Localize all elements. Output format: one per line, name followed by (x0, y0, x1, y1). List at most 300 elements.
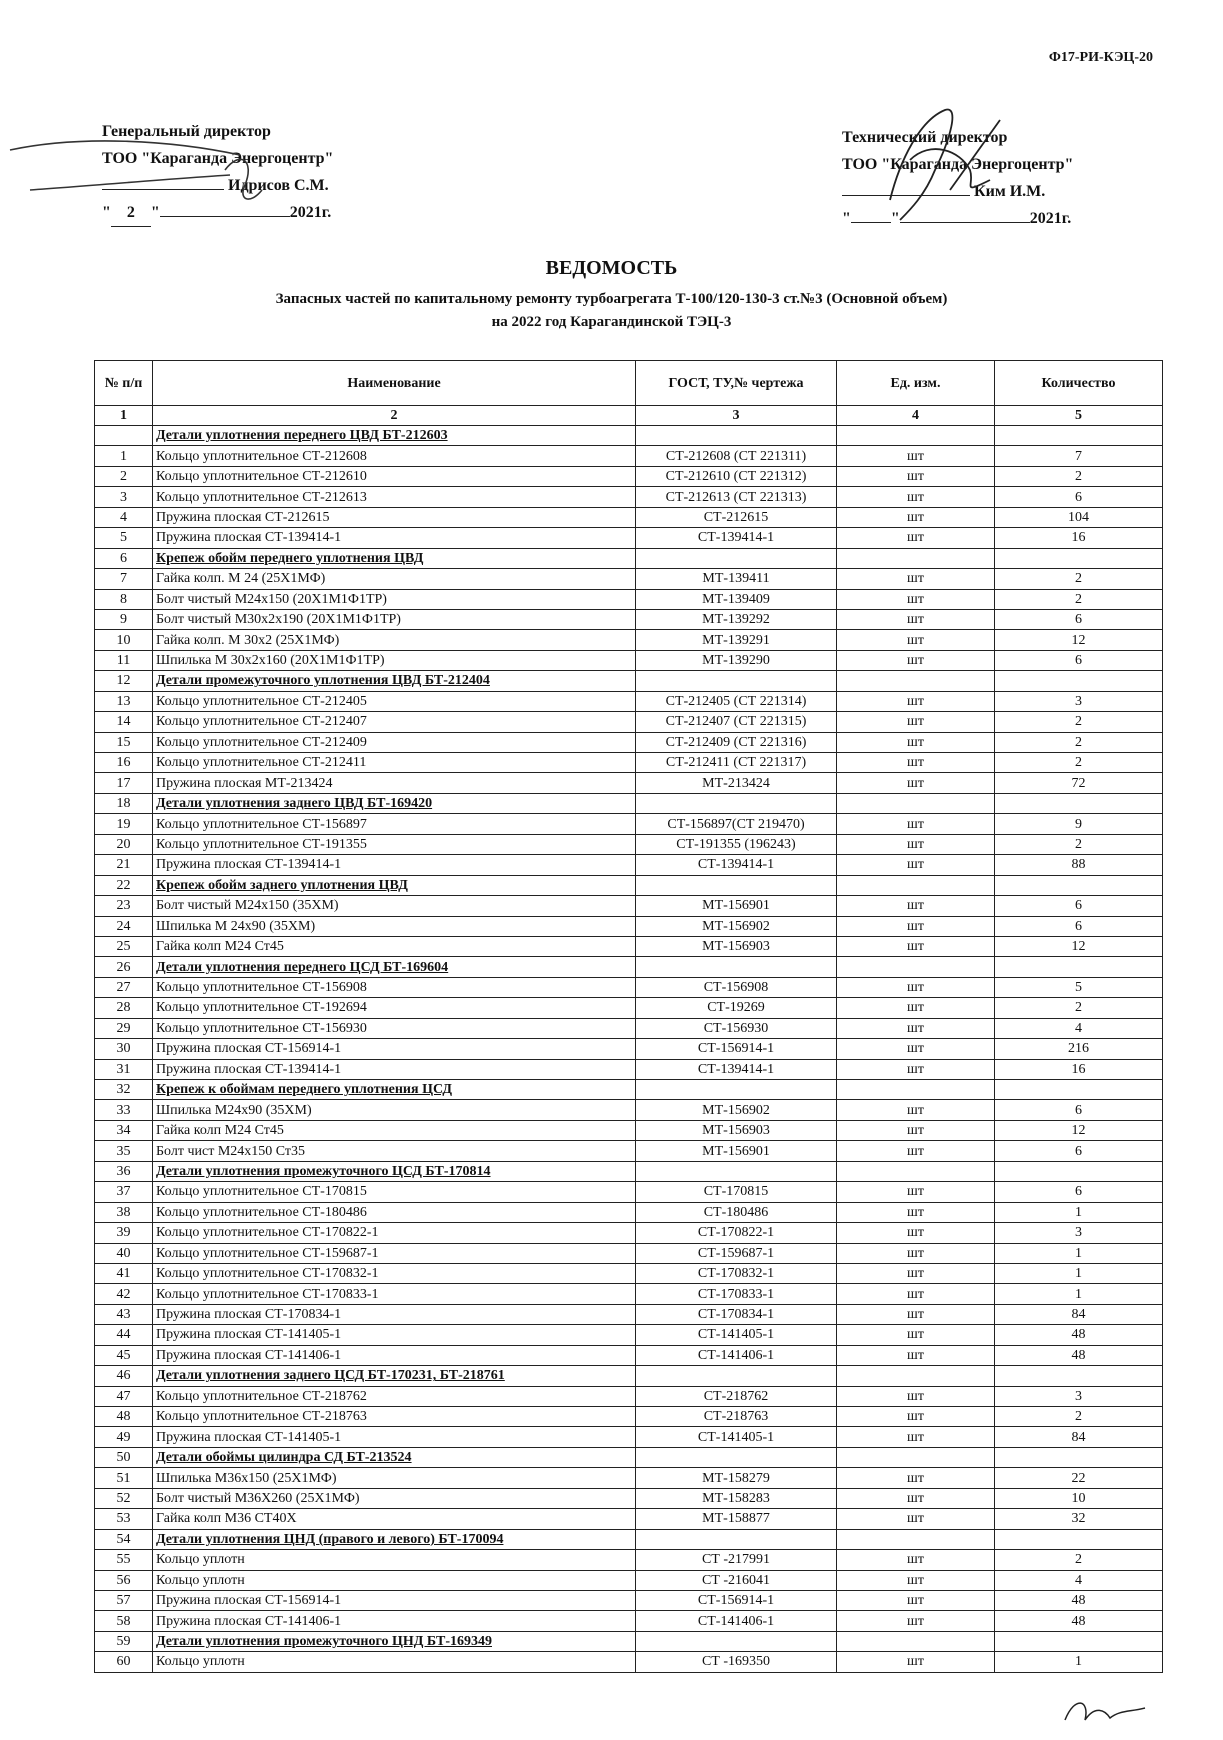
cell-gost: СТ-212615 (636, 507, 837, 527)
cell-no: 36 (95, 1161, 153, 1181)
cell-unit: шт (837, 977, 995, 997)
cell-gost: СТ-141405-1 (636, 1325, 837, 1345)
cell-qty: 9 (995, 814, 1163, 834)
cell-unit: шт (837, 1427, 995, 1447)
cell-qty: 48 (995, 1345, 1163, 1365)
cell-unit: шт (837, 528, 995, 548)
cell-name: Кольцо уплотнительное СТ-170815 (153, 1182, 636, 1202)
table-row (95, 1202, 1163, 1222)
initials-scribble (1060, 1690, 1150, 1730)
cell-gost: СТ-141405-1 (636, 1427, 837, 1447)
cell-gost (636, 1529, 837, 1549)
cell-qty: 12 (995, 630, 1163, 650)
section-row (95, 1080, 1163, 1100)
cell-unit: шт (837, 712, 995, 732)
cell-name: Кольцо уплотнительное СТ-212608 (153, 446, 636, 466)
date-year: 2021г. (289, 204, 332, 221)
table-row (95, 1427, 1163, 1447)
cell-no: 37 (95, 1182, 153, 1202)
cell-unit: шт (837, 569, 995, 589)
subtitle-line-1: Запасных частей по капитальному ремонту турбоагрегата Т-100/120-130-3 ст.№3 (Основной объем) (275, 291, 948, 307)
cell-gost (636, 671, 837, 691)
cell-name: Болт чист М24х150 Ст35 (153, 1141, 636, 1161)
date-year: 2021г. (1029, 210, 1072, 227)
cell-no: 13 (95, 691, 153, 711)
cell-qty: 6 (995, 650, 1163, 670)
cell-name: Крепеж обойм переднего уплотнения ЦВД (153, 548, 636, 568)
cell-unit (837, 1631, 995, 1651)
cell-qty (995, 426, 1163, 446)
section-row (95, 1631, 1163, 1651)
cell-name: Кольцо уплотнительное СТ-170832-1 (153, 1263, 636, 1283)
cell-no: 10 (95, 630, 153, 650)
cell-unit: шт (837, 691, 995, 711)
cell-gost: СТ-141406-1 (636, 1345, 837, 1365)
cell-qty: 10 (995, 1488, 1163, 1508)
cell-gost (636, 1080, 837, 1100)
cell-gost: МТ-156901 (636, 896, 837, 916)
header-name: Наименование (153, 361, 636, 406)
cell-unit: шт (837, 1243, 995, 1263)
cell-unit: шт (837, 1509, 995, 1529)
table-row (95, 1039, 1163, 1059)
table-row (95, 1407, 1163, 1427)
cell-qty: 72 (995, 773, 1163, 793)
cell-no: 59 (95, 1631, 153, 1651)
cell-qty: 2 (995, 466, 1163, 486)
cell-no: 22 (95, 875, 153, 895)
cell-unit: шт (837, 753, 995, 773)
cell-unit: шт (837, 1263, 995, 1283)
cell-qty: 6 (995, 1182, 1163, 1202)
cell-gost: МТ-156901 (636, 1141, 837, 1161)
cell-gost: МТ-139292 (636, 609, 837, 629)
cell-no: 48 (95, 1407, 153, 1427)
cell-qty: 4 (995, 1018, 1163, 1038)
cell-gost: МТ-156903 (636, 936, 837, 956)
signature-right-scribble (850, 100, 1030, 230)
cell-qty (995, 1631, 1163, 1651)
cell-name: Детали уплотнения промежуточного ЦСД БТ-170814 (153, 1161, 636, 1181)
table-row (95, 1141, 1163, 1161)
cell-gost (636, 426, 837, 446)
cell-name: Гайка колп. М 30х2 (25Х1МФ) (153, 630, 636, 650)
cell-unit: шт (837, 507, 995, 527)
cell-qty (995, 957, 1163, 977)
cell-no: 57 (95, 1590, 153, 1610)
cell-unit: шт (837, 773, 995, 793)
col-number: 2 (153, 406, 636, 426)
section-row (95, 548, 1163, 568)
cell-unit: шт (837, 609, 995, 629)
table-row (95, 1611, 1163, 1631)
cell-name: Кольцо уплотнительное СТ-218763 (153, 1407, 636, 1427)
approval-left-position: Генеральный директор (102, 123, 271, 140)
cell-gost: СТ-180486 (636, 1202, 837, 1222)
cell-unit: шт (837, 589, 995, 609)
cell-no: 25 (95, 936, 153, 956)
cell-no: 19 (95, 814, 153, 834)
approval-right-company: ТОО "Караганда Энергоцентр" (842, 156, 1074, 173)
table-row (95, 1304, 1163, 1324)
cell-qty: 48 (995, 1590, 1163, 1610)
cell-unit: шт (837, 936, 995, 956)
cell-qty: 16 (995, 528, 1163, 548)
cell-no: 35 (95, 1141, 153, 1161)
cell-unit: шт (837, 916, 995, 936)
cell-unit: шт (837, 650, 995, 670)
cell-name: Пружина плоская СТ-212615 (153, 507, 636, 527)
cell-qty: 2 (995, 834, 1163, 854)
cell-name: Болт чистый М36Х260 (25Х1МФ) (153, 1488, 636, 1508)
table-row (95, 1590, 1163, 1610)
cell-name: Кольцо уплотнительное СТ-159687-1 (153, 1243, 636, 1263)
cell-unit: шт (837, 1039, 995, 1059)
cell-unit: шт (837, 446, 995, 466)
cell-gost: МТ-156902 (636, 916, 837, 936)
cell-name: Пружина плоская СТ-141406-1 (153, 1611, 636, 1631)
cell-no: 31 (95, 1059, 153, 1079)
cell-no: 23 (95, 896, 153, 916)
cell-gost: СТ-170832-1 (636, 1263, 837, 1283)
table-row (95, 916, 1163, 936)
cell-no: 11 (95, 650, 153, 670)
section-row (95, 1161, 1163, 1181)
cell-gost (636, 875, 837, 895)
signature-left-scribble (0, 130, 380, 220)
cell-unit: шт (837, 1652, 995, 1672)
table-row (95, 609, 1163, 629)
cell-gost: МТ-139409 (636, 589, 837, 609)
cell-name: Болт чистый М24х150 (20Х1М1Ф1ТР) (153, 589, 636, 609)
cell-unit: шт (837, 1386, 995, 1406)
cell-qty: 5 (995, 977, 1163, 997)
table-row (95, 855, 1163, 875)
cell-unit: шт (837, 834, 995, 854)
cell-no: 38 (95, 1202, 153, 1222)
cell-no: 20 (95, 834, 153, 854)
cell-name: Гайка колп М24 Ст45 (153, 936, 636, 956)
cell-no: 51 (95, 1468, 153, 1488)
date-quote-open: " (102, 204, 111, 221)
cell-qty: 4 (995, 1570, 1163, 1590)
cell-name: Кольцо уплотнительное СТ-192694 (153, 998, 636, 1018)
table-row (95, 1182, 1163, 1202)
cell-name: Кольцо уплотнительное СТ-212409 (153, 732, 636, 752)
cell-unit: шт (837, 1570, 995, 1590)
cell-name: Гайка колп М36 СТ40Х (153, 1509, 636, 1529)
cell-name: Кольцо уплотнительное СТ-212405 (153, 691, 636, 711)
document-title: ВЕДОМОСТЬ (545, 257, 678, 279)
cell-no: 28 (95, 998, 153, 1018)
cell-name: Болт чистый М24х150 (35ХМ) (153, 896, 636, 916)
cell-unit (837, 1366, 995, 1386)
cell-no: 52 (95, 1488, 153, 1508)
cell-unit: шт (837, 1182, 995, 1202)
cell-no: 12 (95, 671, 153, 691)
cell-no: 42 (95, 1284, 153, 1304)
cell-gost: СТ-19269 (636, 998, 837, 1018)
cell-name: Кольцо уплотн (153, 1652, 636, 1672)
cell-no: 16 (95, 753, 153, 773)
cell-gost: СТ-218762 (636, 1386, 837, 1406)
table-row (95, 1468, 1163, 1488)
col-number: 1 (95, 406, 153, 426)
cell-no: 55 (95, 1550, 153, 1570)
cell-no: 9 (95, 609, 153, 629)
cell-gost (636, 1366, 837, 1386)
date-quote-open: " (842, 210, 851, 227)
header-no: № п/п (95, 361, 153, 406)
cell-name: Кольцо уплотнительное СТ-156897 (153, 814, 636, 834)
date-quote-close: " (890, 210, 900, 227)
cell-gost: СТ-156930 (636, 1018, 837, 1038)
col-number: 4 (837, 406, 995, 426)
cell-no: 27 (95, 977, 153, 997)
cell-unit: шт (837, 855, 995, 875)
cell-gost: МТ-158283 (636, 1488, 837, 1508)
cell-qty: 216 (995, 1039, 1163, 1059)
cell-unit: шт (837, 1488, 995, 1508)
cell-name: Кольцо уплотнительное СТ-212613 (153, 487, 636, 507)
cell-no: 53 (95, 1509, 153, 1529)
cell-unit: шт (837, 1100, 995, 1120)
cell-no: 2 (95, 466, 153, 486)
cell-unit (837, 957, 995, 977)
cell-qty (995, 875, 1163, 895)
cell-unit: шт (837, 1468, 995, 1488)
cell-qty: 3 (995, 691, 1163, 711)
cell-qty: 6 (995, 896, 1163, 916)
cell-name: Пружина плоская СТ-141405-1 (153, 1427, 636, 1447)
cell-name: Детали уплотнения переднего ЦСД БТ-169604 (153, 957, 636, 977)
cell-name: Шпилька М36х150 (25Х1МФ) (153, 1468, 636, 1488)
cell-gost: СТ-212407 (СТ 221315) (636, 712, 837, 732)
cell-name: Кольцо уплотн (153, 1570, 636, 1590)
cell-gost: МТ-158877 (636, 1509, 837, 1529)
cell-gost (636, 1631, 837, 1651)
cell-unit: шт (837, 1550, 995, 1570)
table-row (95, 1345, 1163, 1365)
table-row (95, 1509, 1163, 1529)
table-row (95, 1386, 1163, 1406)
cell-no: 29 (95, 1018, 153, 1038)
cell-name: Детали уплотнения заднего ЦСД БТ-170231, БТ-218761 (153, 1366, 636, 1386)
cell-name: Кольцо уплотнительное СТ-156908 (153, 977, 636, 997)
cell-unit (837, 875, 995, 895)
cell-qty (995, 793, 1163, 813)
cell-qty: 2 (995, 569, 1163, 589)
cell-no: 54 (95, 1529, 153, 1549)
cell-unit: шт (837, 1059, 995, 1079)
section-row (95, 875, 1163, 895)
form-code: Ф17-РИ-КЭЦ-20 (1048, 50, 1153, 65)
date-day: 2 (111, 199, 151, 227)
cell-qty: 104 (995, 507, 1163, 527)
cell-qty (995, 1447, 1163, 1467)
section-row (95, 793, 1163, 813)
cell-unit: шт (837, 1325, 995, 1345)
cell-gost: СТ-139414-1 (636, 528, 837, 548)
cell-unit (837, 426, 995, 446)
cell-gost: СТ-141406-1 (636, 1611, 837, 1631)
cell-no: 45 (95, 1345, 153, 1365)
cell-no: 39 (95, 1223, 153, 1243)
col-number: 5 (995, 406, 1163, 426)
cell-gost: СТ-212409 (СТ 221316) (636, 732, 837, 752)
cell-no: 60 (95, 1652, 153, 1672)
document-subtitle (0, 288, 1223, 334)
cell-no: 21 (95, 855, 153, 875)
cell-qty: 12 (995, 1120, 1163, 1140)
cell-no: 49 (95, 1427, 153, 1447)
cell-no: 5 (95, 528, 153, 548)
header-unit: Ед. изм. (837, 361, 995, 406)
cell-qty (995, 548, 1163, 568)
table-row (95, 1223, 1163, 1243)
table-row (95, 507, 1163, 527)
cell-gost: СТ-139414-1 (636, 855, 837, 875)
cell-gost: СТ-170815 (636, 1182, 837, 1202)
cell-no: 4 (95, 507, 153, 527)
cell-unit (837, 1447, 995, 1467)
cell-unit (837, 671, 995, 691)
cell-gost: СТ -217991 (636, 1550, 837, 1570)
cell-qty: 22 (995, 1468, 1163, 1488)
cell-qty: 1 (995, 1284, 1163, 1304)
cell-name: Шпилька М24х90 (35ХМ) (153, 1100, 636, 1120)
cell-gost: СТ-156897(СТ 219470) (636, 814, 837, 834)
cell-no: 40 (95, 1243, 153, 1263)
cell-qty: 2 (995, 712, 1163, 732)
cell-no: 6 (95, 548, 153, 568)
table-row (95, 1284, 1163, 1304)
cell-qty: 84 (995, 1427, 1163, 1447)
cell-gost: СТ-170822-1 (636, 1223, 837, 1243)
cell-gost: МТ-139290 (636, 650, 837, 670)
cell-gost (636, 957, 837, 977)
cell-gost: МТ-158279 (636, 1468, 837, 1488)
cell-gost: МТ-139291 (636, 630, 837, 650)
cell-gost (636, 1447, 837, 1467)
cell-no: 34 (95, 1120, 153, 1140)
table-row (95, 466, 1163, 486)
cell-no: 58 (95, 1611, 153, 1631)
cell-gost: СТ-170833-1 (636, 1284, 837, 1304)
table-row (95, 1325, 1163, 1345)
cell-name: Кольцо уплотнительное СТ-170833-1 (153, 1284, 636, 1304)
table-row (95, 773, 1163, 793)
cell-name: Детали уплотнения переднего ЦВД БТ-212603 (153, 426, 636, 446)
cell-gost: МТ-213424 (636, 773, 837, 793)
cell-gost (636, 548, 837, 568)
cell-qty (995, 1080, 1163, 1100)
cell-gost: МТ-156903 (636, 1120, 837, 1140)
header-qty: Количество (995, 361, 1163, 406)
table-row (95, 1018, 1163, 1038)
table-row (95, 569, 1163, 589)
spare-parts-table (94, 360, 1163, 1673)
cell-name: Детали уплотнения заднего ЦВД БТ-169420 (153, 793, 636, 813)
approval-left-company: ТОО "Караганда Энергоцентр" (102, 150, 334, 167)
cell-no: 1 (95, 446, 153, 466)
cell-qty: 6 (995, 609, 1163, 629)
approval-left-name: Идрисов С.М. (228, 177, 329, 194)
cell-name: Детали промежуточного уплотнения ЦВД БТ-212404 (153, 671, 636, 691)
cell-qty: 2 (995, 998, 1163, 1018)
cell-name: Пружина плоская СТ-141406-1 (153, 1345, 636, 1365)
cell-name: Шпилька М 30х2х160 (20Х1М1Ф1ТР) (153, 650, 636, 670)
cell-name: Кольцо уплотнительное СТ-170822-1 (153, 1223, 636, 1243)
cell-gost: СТ-212613 (СТ 221313) (636, 487, 837, 507)
cell-no: 15 (95, 732, 153, 752)
section-row (95, 426, 1163, 446)
cell-unit (837, 793, 995, 813)
cell-name: Пружина плоская СТ-170834-1 (153, 1304, 636, 1324)
cell-unit: шт (837, 487, 995, 507)
section-row (95, 1366, 1163, 1386)
cell-unit: шт (837, 1141, 995, 1161)
cell-qty: 6 (995, 916, 1163, 936)
cell-no: 50 (95, 1447, 153, 1467)
cell-no: 41 (95, 1263, 153, 1283)
cell-no: 17 (95, 773, 153, 793)
table-row (95, 1570, 1163, 1590)
cell-qty: 6 (995, 487, 1163, 507)
table-row (95, 630, 1163, 650)
cell-unit: шт (837, 630, 995, 650)
cell-gost: СТ -169350 (636, 1652, 837, 1672)
cell-name: Болт чистый М30х2х190 (20Х1М1Ф1ТР) (153, 609, 636, 629)
cell-qty: 1 (995, 1652, 1163, 1672)
date-quote-close: " (150, 204, 160, 221)
cell-name: Кольцо уплотнительное СТ-180486 (153, 1202, 636, 1222)
cell-name: Шпилька М 24х90 (35ХМ) (153, 916, 636, 936)
cell-gost: МТ-156902 (636, 1100, 837, 1120)
cell-qty: 2 (995, 732, 1163, 752)
cell-qty: 32 (995, 1509, 1163, 1529)
cell-qty: 1 (995, 1202, 1163, 1222)
cell-name: Детали уплотнения ЦНД (правого и левого) БТ-170094 (153, 1529, 636, 1549)
cell-name: Кольцо уплотнительное СТ-191355 (153, 834, 636, 854)
table-row (95, 528, 1163, 548)
cell-gost: СТ-212610 (СТ 221312) (636, 466, 837, 486)
cell-gost: СТ-156908 (636, 977, 837, 997)
table-row (95, 998, 1163, 1018)
cell-name: Гайка колп М24 Ст45 (153, 1120, 636, 1140)
cell-no: 33 (95, 1100, 153, 1120)
cell-unit: шт (837, 896, 995, 916)
cell-unit (837, 548, 995, 568)
cell-name: Кольцо уплотнительное СТ-212411 (153, 753, 636, 773)
cell-no: 18 (95, 793, 153, 813)
cell-no: 14 (95, 712, 153, 732)
cell-name: Пружина плоская МТ-213424 (153, 773, 636, 793)
cell-name: Детали уплотнения промежуточного ЦНД БТ-169349 (153, 1631, 636, 1651)
cell-gost: СТ-156914-1 (636, 1039, 837, 1059)
cell-name: Крепеж к обоймам переднего уплотнения ЦСД (153, 1080, 636, 1100)
cell-name: Кольцо уплотн (153, 1550, 636, 1570)
table-row (95, 1550, 1163, 1570)
cell-qty: 48 (995, 1611, 1163, 1631)
approval-right-position: Технический директор (842, 129, 1008, 146)
table-row (95, 1263, 1163, 1283)
cell-unit: шт (837, 466, 995, 486)
cell-gost: СТ-156914-1 (636, 1590, 837, 1610)
table-header-row (95, 361, 1163, 406)
cell-no: 47 (95, 1386, 153, 1406)
cell-unit (837, 1080, 995, 1100)
